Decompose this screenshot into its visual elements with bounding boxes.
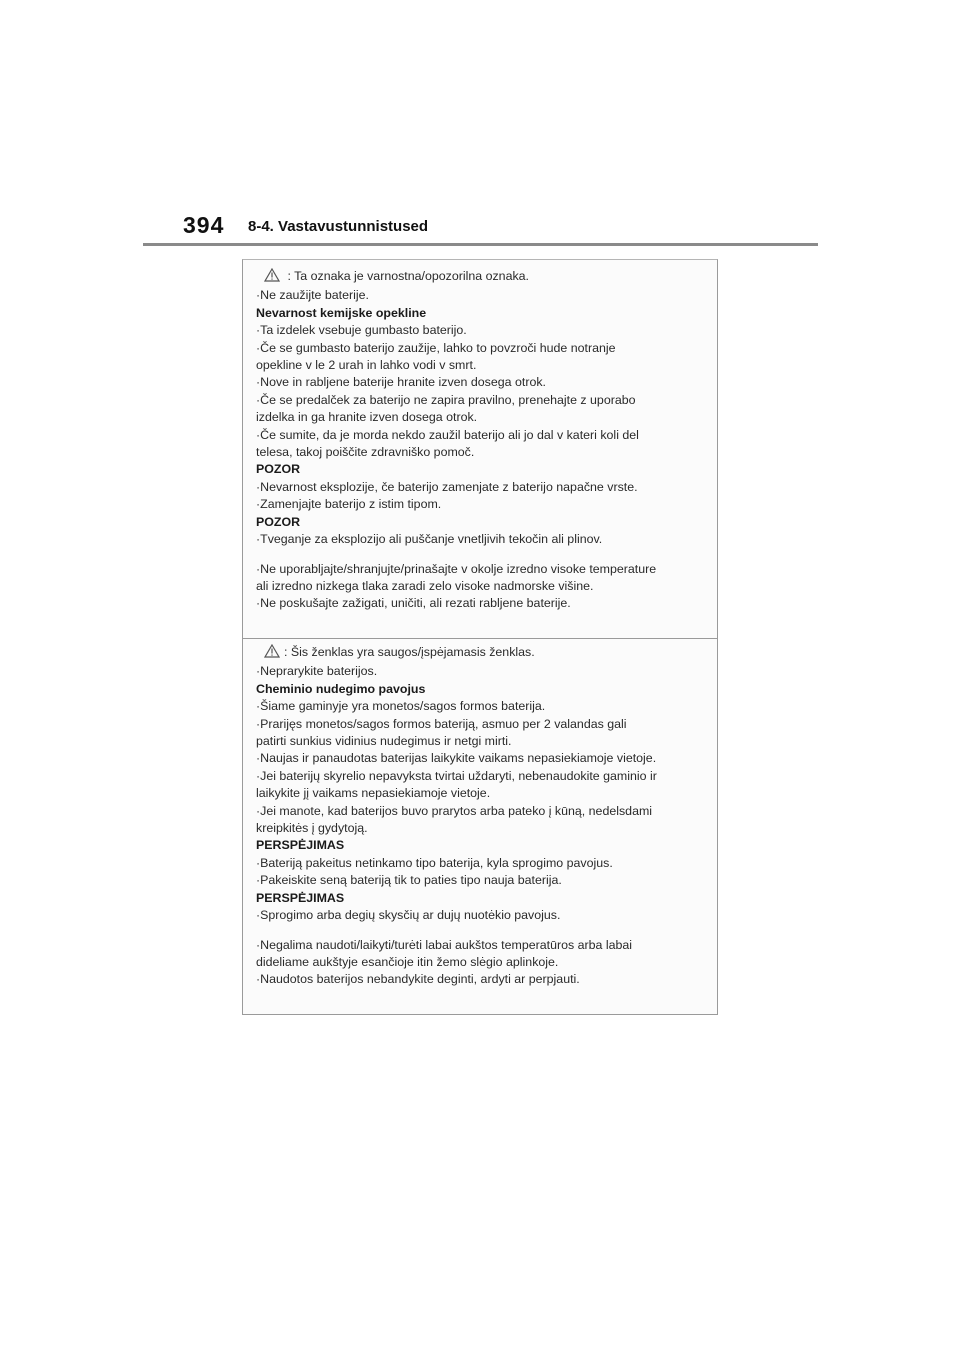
text-line: ·Zamenjajte baterijo z istim tipom.	[256, 497, 442, 512]
subheading: PERSPĖJIMAS	[256, 890, 345, 905]
text-line: ·Ne zaužijte baterije.	[256, 288, 369, 303]
warning-line: : Ta oznaka je varnostna/opozorilna oznaka.	[256, 268, 705, 287]
header-rule	[143, 243, 818, 246]
text-line: ·Prarijęs monetos/sagos formos bateriją, asmuo per 2 valandas gali	[256, 716, 627, 731]
text-line: ·Neprarykite baterijos.	[256, 664, 378, 679]
text-line: ·Negalima naudoti/laikyti/turėti labai aukštos temperatūros arba labai	[256, 937, 633, 952]
text-line: ·Naujas ir panaudotas baterijas laikykite vaikams nepasiekiamoje vietoje.	[256, 751, 657, 766]
text-line: opekline v le 2 urah in lahko vodi v smrt.	[256, 358, 477, 373]
warning-line: : Šis ženklas yra saugos/įspėjamasis ženklas.	[256, 644, 705, 663]
text-line: telesa, takoj poiščite zdravniško pomoč.	[256, 445, 475, 460]
text-line: ·Šiame gaminyje yra monetos/sagos formos baterija.	[256, 699, 546, 714]
text-line: ·Ne poskušajte zažigati, uničiti, ali rezati rabljene baterije.	[256, 596, 571, 611]
subheading: Cheminio nudegimo pavojus	[256, 681, 426, 696]
subheading: Nevarnost kemijske opekline	[256, 305, 427, 320]
text-line: dideliame aukštyje esančioje itin žemo slėgio aplinkoje.	[256, 954, 559, 969]
scanned-label-box	[242, 259, 718, 1015]
text-line: ·Bateriją pakeitus netinkamo tipo baterija, kyla sprogimo pavojus.	[256, 855, 613, 870]
lithuanian-warning-block	[256, 644, 705, 989]
text-line: ·Jei manote, kad baterijos buvo prarytos arba pateko į kūną, nedelsdami	[256, 803, 653, 818]
language-divider	[243, 638, 717, 639]
subheading: POZOR	[256, 462, 301, 477]
text-line: ·Če se gumbasto baterijo zaužije, lahko to povzroči hude notranje	[256, 340, 616, 355]
text-line: ·Če se predalček za baterijo ne zapira pravilno, prenehajte z uporabo	[256, 392, 636, 407]
text-line: kreipkitės į gydytoją.	[256, 821, 368, 836]
text-line: ·Tveganje za eksplozijo ali puščanje vnetljivih tekočin ali plinov.	[256, 532, 603, 547]
text-line: ·Naudotos baterijos nebandykite deginti, ardyti ar perpjauti.	[256, 972, 580, 987]
text-line: ·Jei baterijų skyrelio nepavyksta tvirtai uždaryti, nebenaudokite gaminio ir	[256, 768, 657, 783]
text-line: ·Če sumite, da je morda nekdo zaužil baterijo ali jo dal v kateri koli del	[256, 427, 639, 442]
subheading: PERSPĖJIMAS	[256, 838, 345, 853]
text-line: ·Pakeiskite seną bateriją tik to paties tipo nauja baterija.	[256, 873, 562, 888]
text-line: ·Sprogimo arba degių skysčių ar dujų nuotėkio pavojus.	[256, 908, 561, 923]
text-line: laikykite jį vaikams nepasiekiamoje vietoje.	[256, 786, 491, 801]
slovenian-warning-block	[256, 268, 705, 613]
text-line: ·Ta izdelek vsebuje gumbasto baterijo.	[256, 323, 467, 338]
text-line: ·Ne uporabljajte/shranjujte/prinašajte v okolje izredno visoke temperature	[256, 561, 657, 576]
text-line: izdelka in ga hranite izven dosega otrok.	[256, 410, 478, 425]
page-number: 394	[183, 212, 225, 238]
warning-triangle-icon	[264, 268, 280, 287]
text-line: ·Nove in rabljene baterije hranite izven dosega otrok.	[256, 375, 546, 390]
section-title: 8-4. Vastavustunnistused	[248, 218, 429, 235]
text-line: patirti sunkius vidinius nudegimus ir netgi mirti.	[256, 734, 512, 749]
subheading: POZOR	[256, 514, 301, 529]
warning-triangle-icon	[264, 644, 280, 663]
text-line: ·Nevarnost eksplozije, če baterijo zamenjate z baterijo napačne vrste.	[256, 479, 638, 494]
text-line: ali izredno nizkega tlaka zaradi zelo visoke nadmorske višine.	[256, 578, 594, 593]
